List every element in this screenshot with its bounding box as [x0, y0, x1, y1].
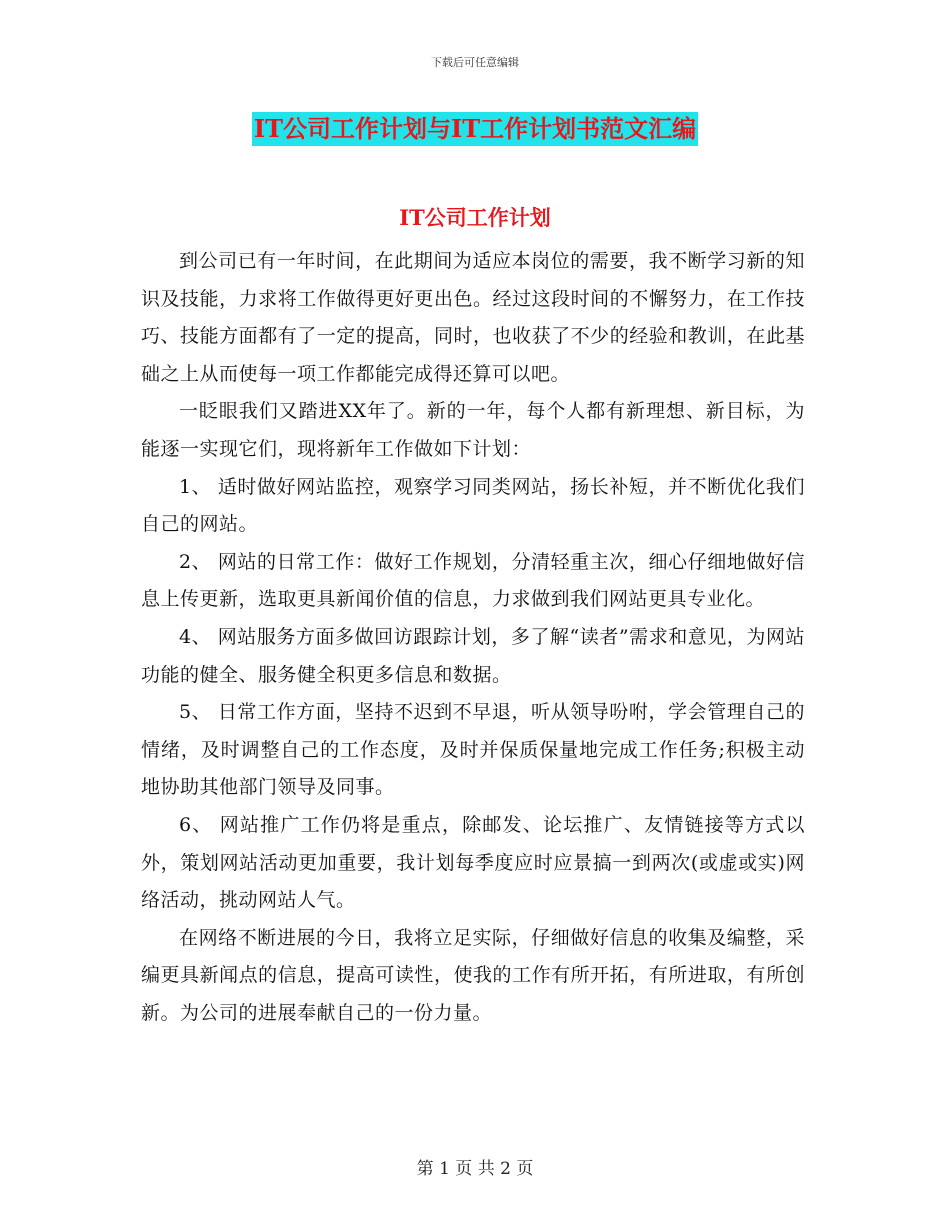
- paragraph-new-year: 一眨眼我们又踏进XX年了。新的一年，每个人都有新理想、新目标，为能逐一实现它们，现将新年工作做如下计划：: [141, 400, 805, 460]
- paragraph-intro: 到公司已有一年时间，在此期间为适应本岗位的需要，我不断学习新的知识及技能，力求将工作做得更好更出色。经过这段时间的不懈努力，在工作技巧、技能方面都有了一定的提高，同时，也收获了不少的经验和教训，在此基础之上从而使每一项工作都能完成得还算可以吧。: [141, 250, 805, 385]
- header-note: 下载后可任意编辑: [431, 56, 519, 69]
- document-title: IT公司工作计划与IT工作计划书范文汇编: [252, 112, 698, 146]
- plan-item-2: 2、 网站的日常工作：做好工作规划，分清轻重主次，细心仔细地做好信息上传更新，选取更具新闻价值的信息，力求做到我们网站更具专业化。: [141, 550, 805, 611]
- section-title: IT公司工作计划: [399, 205, 551, 230]
- plan-item-4: 4、 网站服务方面多做回访跟踪计划，多了解“读者”需求和意见，为网站功能的健全、服务健全积更多信息和数据。: [141, 625, 805, 686]
- document-title-container: [0, 112, 950, 146]
- plan-item-6: 6、 网站推广工作仍将是重点，除邮发、论坛推广、友情链接等方式以外，策划网站活动更加重要，我计划每季度应时应景搞一到两次(或虚或实)网络活动，挑动网站人气。: [141, 813, 805, 912]
- document-body: [141, 243, 805, 1032]
- plan-item-5: 5、 日常工作方面，坚持不迟到不早退，听从领导吩咐，学会管理自己的情绪，及时调整自己的工作态度，及时并保质保量地完成工作任务;积极主动地协助其他部门领导及同事。: [141, 701, 805, 799]
- page-footer: 第 1 页 共 2 页: [416, 1159, 534, 1179]
- plan-item-1: 1、 适时做好网站监控，观察学习同类网站，扬长补短，并不断优化我们自己的网站。: [141, 475, 805, 536]
- paragraph-conclusion: 在网络不断进展的今日，我将立足实际，仔细做好信息的收集及编整，采编更具新闻点的信息，提高可读性，使我的工作有所开拓，有所进取，有所创新。为公司的进展奉献自己的一份力量。: [141, 926, 805, 1024]
